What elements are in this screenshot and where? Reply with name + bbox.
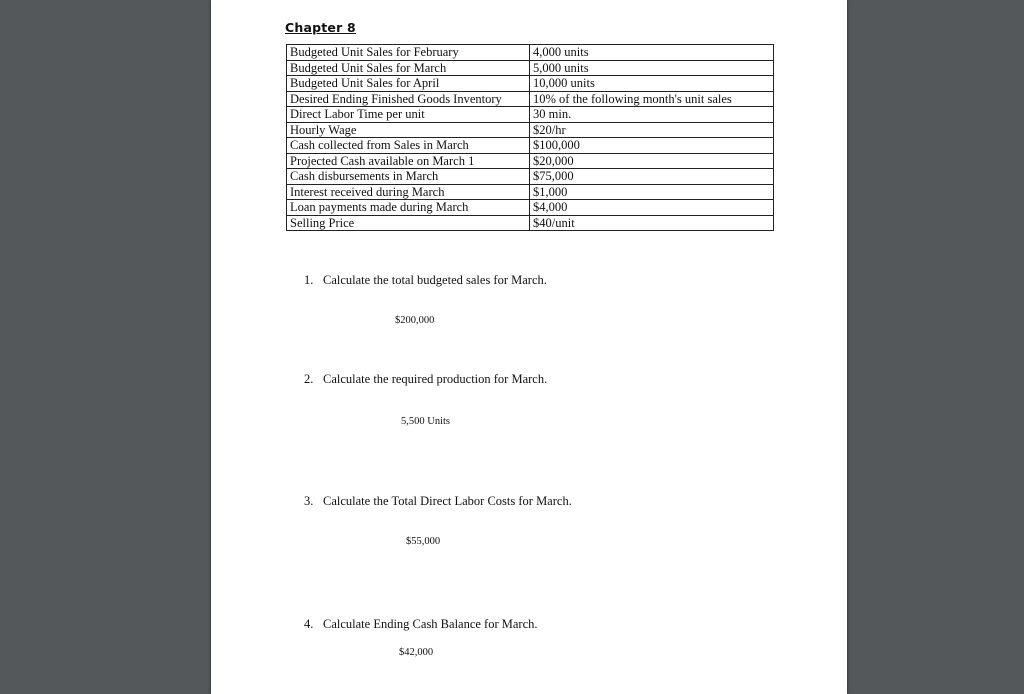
question-3 [304,494,572,509]
row-label: Loan payments made during March [287,200,530,216]
row-value: $1,000 [530,184,774,200]
answer-2: 5,500 Units [401,416,451,427]
question-text: Calculate the Total Direct Labor Costs for March. [323,494,572,508]
answer-4: $42,000 [399,647,434,658]
question-text: Calculate the total budgeted sales for March. [323,273,547,287]
row-value: 5,000 units [530,60,774,76]
row-value: 10% of the following month's unit sales [530,91,774,107]
table-row [287,45,774,61]
row-value: $40/unit [530,215,774,231]
table-row [287,200,774,216]
table-row [287,215,774,231]
row-value: 30 min. [530,107,774,123]
row-value: $20,000 [530,153,774,169]
row-value: 4,000 units [530,45,774,61]
answer-1: $200,000 [395,315,435,326]
table-row [287,153,774,169]
question-number: 2. [304,372,314,386]
table-row [287,169,774,185]
question-number: 1. [304,273,314,287]
table-row [287,91,774,107]
budget-data-table [286,44,774,231]
row-label: Direct Labor Time per unit [287,107,530,123]
chapter-title: Chapter 8 [285,20,356,35]
table-row [287,184,774,200]
row-value: $75,000 [530,169,774,185]
question-4 [304,617,538,632]
row-value: $4,000 [530,200,774,216]
table-row [287,107,774,123]
row-label: Interest received during March [287,184,530,200]
question-text: Calculate the required production for March. [323,372,548,386]
table-row [287,138,774,154]
row-label: Budgeted Unit Sales for February [287,45,530,61]
row-label: Budgeted Unit Sales for March [287,60,530,76]
row-label: Cash collected from Sales in March [287,138,530,154]
row-value: $20/hr [530,122,774,138]
question-number: 4. [304,617,314,631]
row-value: $100,000 [530,138,774,154]
row-label: Budgeted Unit Sales for April [287,76,530,92]
table-row [287,122,774,138]
table-row [287,76,774,92]
question-text: Calculate Ending Cash Balance for March. [323,617,538,631]
document-page [211,0,847,694]
row-label: Selling Price [287,215,530,231]
question-1 [304,273,547,288]
question-2 [304,372,547,387]
row-label: Projected Cash available on March 1 [287,153,530,169]
row-label: Desired Ending Finished Goods Inventory [287,91,530,107]
question-number: 3. [304,494,314,508]
answer-3: $55,000 [406,536,441,547]
row-label: Cash disbursements in March [287,169,530,185]
row-value: 10,000 units [530,76,774,92]
table-row [287,60,774,76]
row-label: Hourly Wage [287,122,530,138]
